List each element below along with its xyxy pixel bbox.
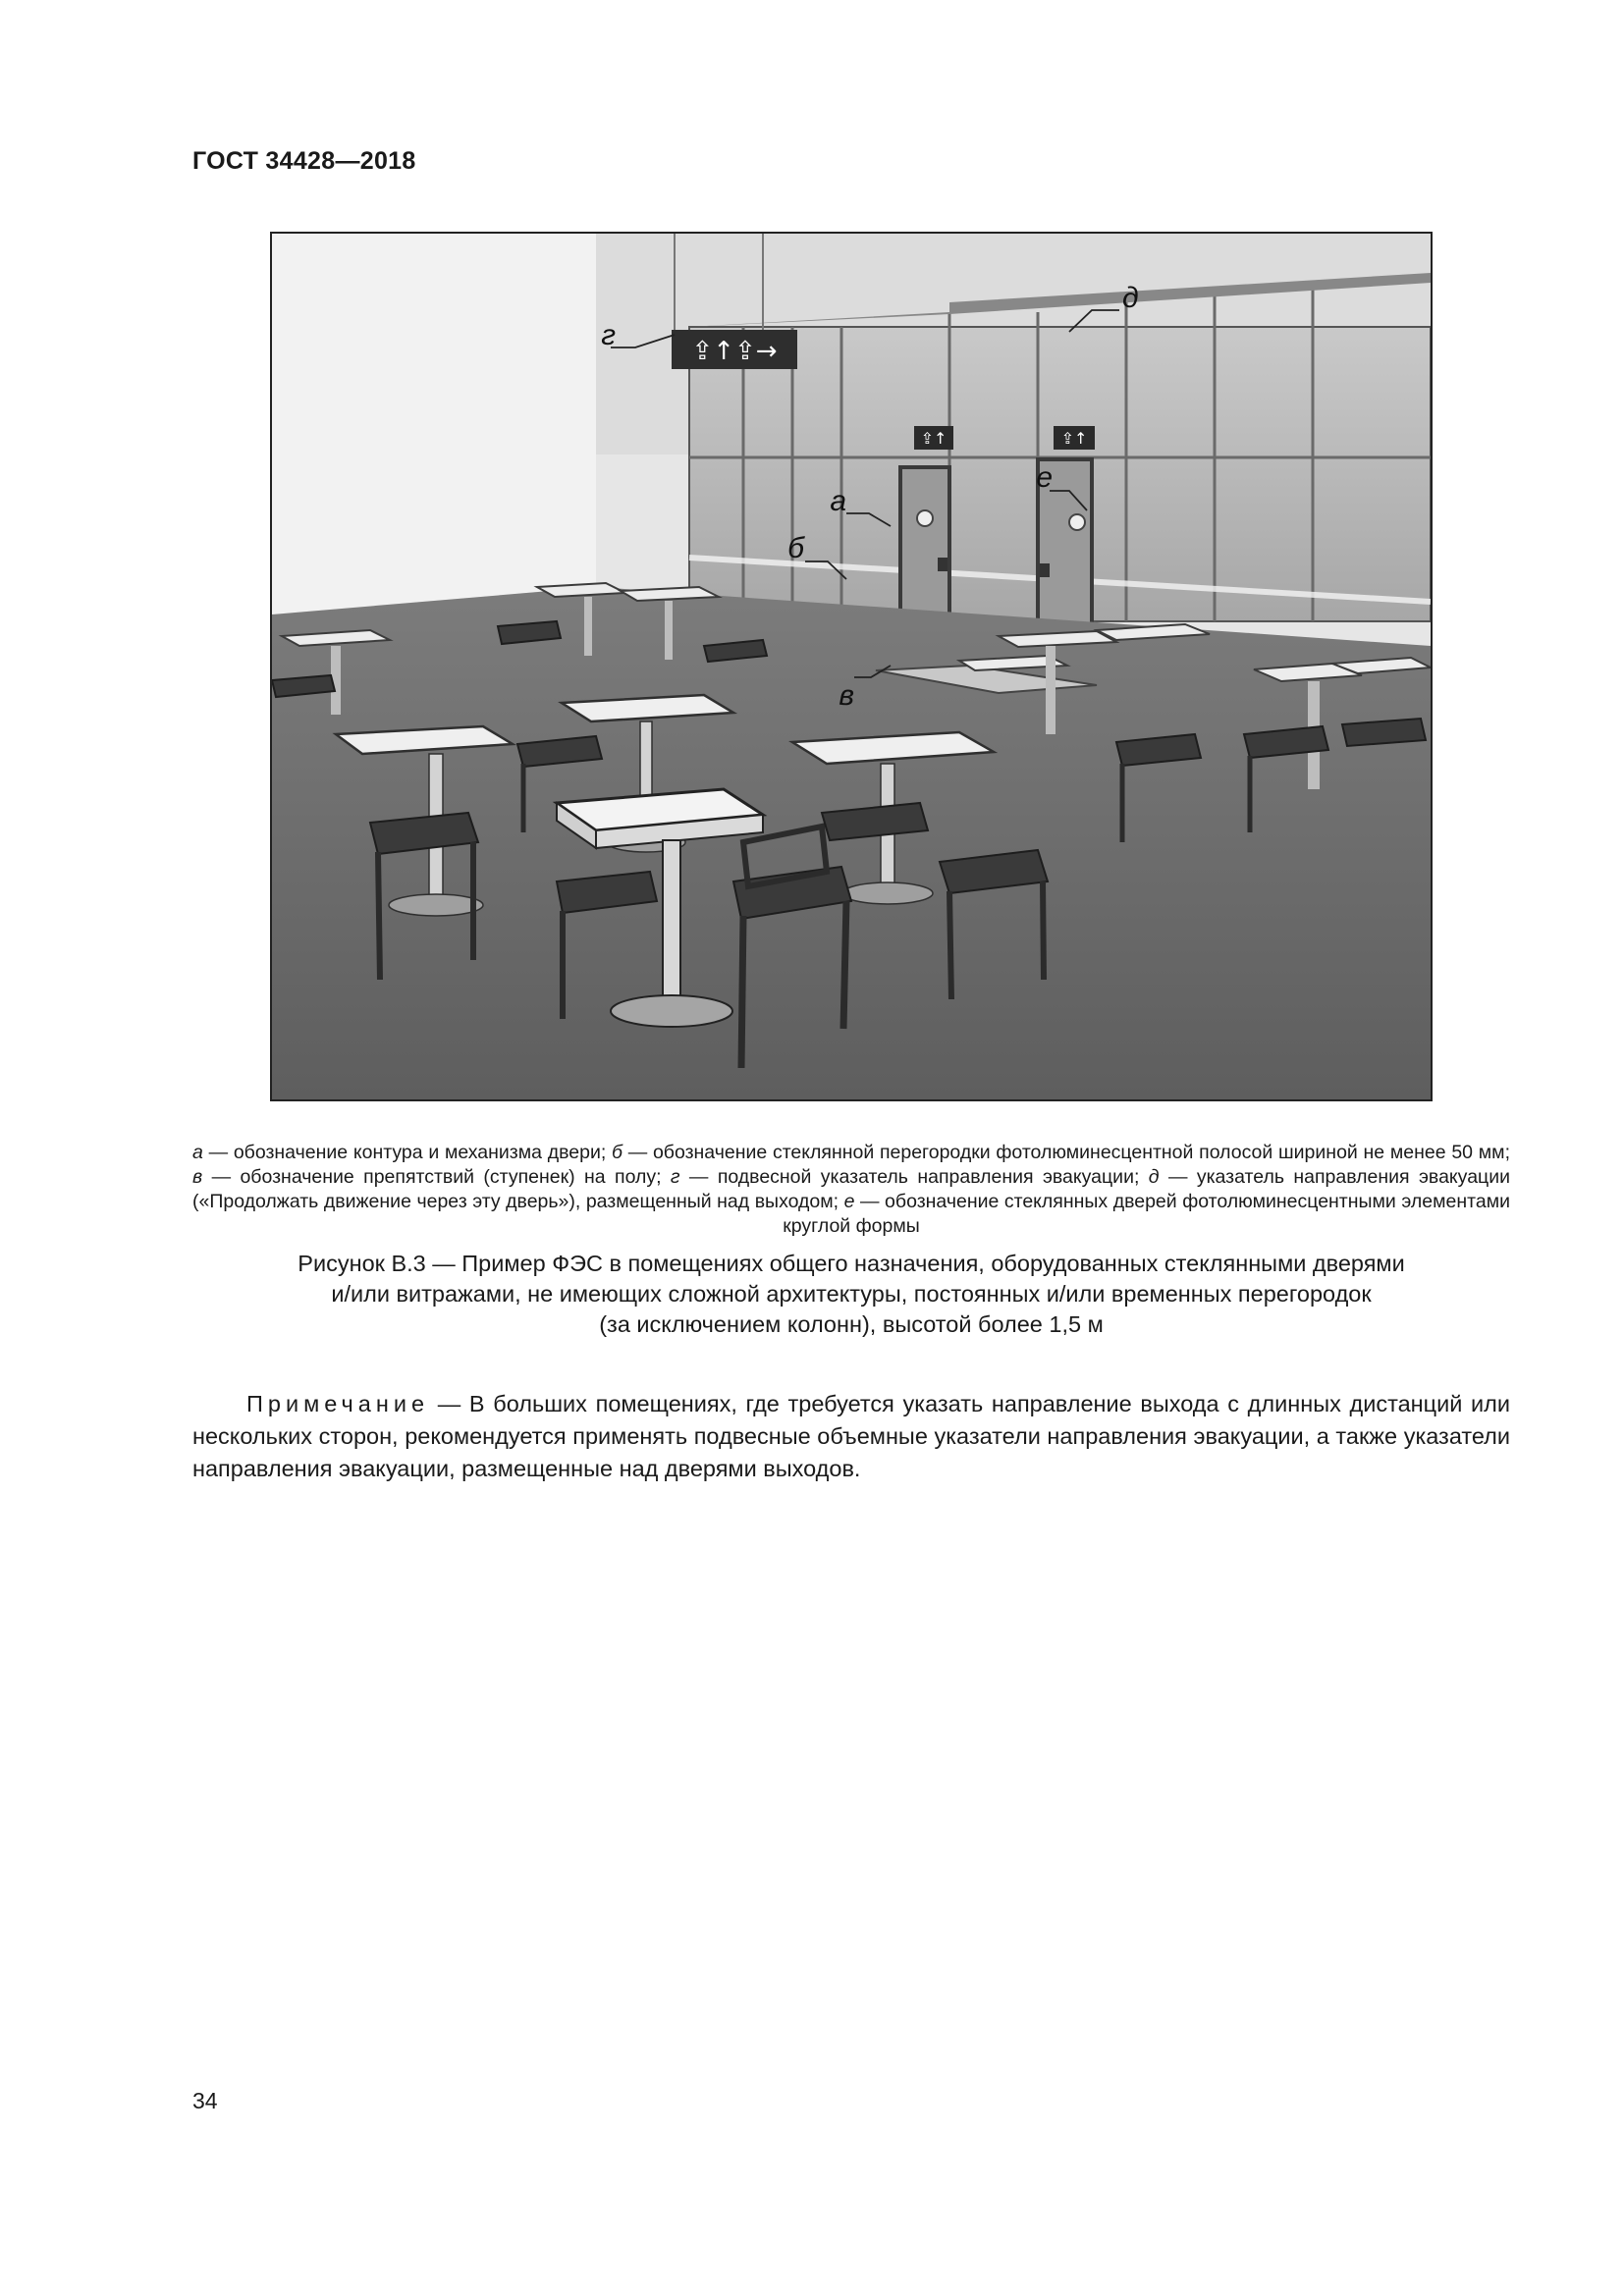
caption-line-3: (за исключением колонн), высотой более 1,5 м (599, 1311, 1104, 1337)
document-header: ГОСТ 34428—2018 (192, 147, 416, 175)
caption-line-1: Рисунок В.3 — Пример ФЭС в помещениях общего назначения, оборудованных стеклянными дверями (298, 1251, 1405, 1276)
note-text: — В больших помещениях, где требуется указать направление выхода с длинных дистанций или нескольких сторон, рекомендуется применять подвесные объемные указатели направления эвакуации, а также указатели направления эвакуации, размещенные над дверями выходов. (192, 1391, 1510, 1481)
left-wall (272, 234, 596, 614)
legend-text-d: — указатель направления эвакуации («Продолжать движение через эту дверь»), размещенный над выходом; (192, 1166, 1510, 1212)
legend-letter-b: б (612, 1142, 623, 1163)
legend-text-e: — обозначение стеклянных дверей фотолюминесцентными элементами круглой формы (783, 1191, 1510, 1237)
figure-illustration (270, 232, 1433, 1101)
legend-letter-a: а (192, 1142, 203, 1163)
note-paragraph (192, 1388, 1510, 1485)
svg-text:⇪↑⇪→: ⇪↑⇪→ (691, 337, 778, 366)
legend-text-v: — обозначение препятствий (ступенек) на полу; (202, 1166, 671, 1188)
caption-line-2: и/или витражами, не имеющих сложной архитектуры, постоянных и/или временных перегородок (331, 1281, 1372, 1307)
legend-text-a: — обозначение контура и механизма двери; (202, 1142, 612, 1163)
page-number: 34 (192, 2088, 218, 2113)
svg-text:⇪↑: ⇪↑ (920, 429, 947, 448)
figure-caption (192, 1249, 1510, 1340)
figure-legend (192, 1141, 1510, 1239)
label-d: д (1122, 282, 1139, 314)
label-a: а (830, 485, 846, 517)
legend-letter-g: г (670, 1166, 680, 1188)
svg-text:⇪↑: ⇪↑ (1060, 429, 1088, 448)
label-e: е (1036, 461, 1053, 494)
legend-letter-e: е (843, 1191, 855, 1212)
legend-letter-v: в (192, 1166, 203, 1188)
label-v: в (839, 679, 854, 712)
legend-text-b: — обозначение стеклянной перегородки фотолюминесцентной полосой шириной не менее 50 мм; (622, 1142, 1510, 1163)
label-g: г (601, 319, 616, 351)
legend-letter-d: д (1148, 1166, 1160, 1188)
legend-text-g: — подвесной указатель направления эвакуации; (679, 1166, 1149, 1188)
note-label: Примечание (246, 1391, 430, 1416)
label-b: б (787, 532, 804, 564)
cafe-scene (272, 234, 1431, 1099)
